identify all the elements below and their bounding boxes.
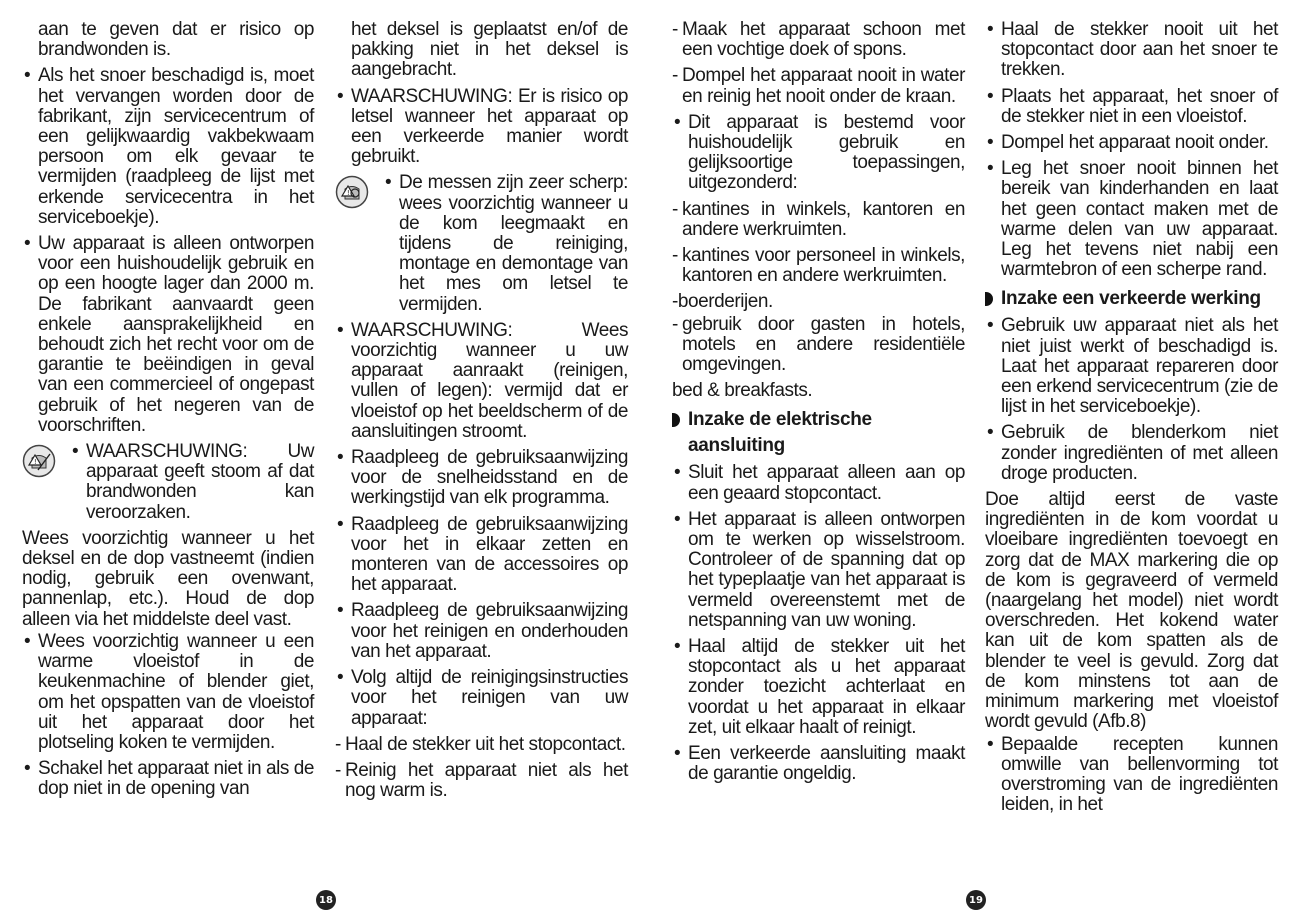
steam-warning <box>22 442 314 523</box>
bullet-item: • Plaats het apparaat, het snoer of de stekker niet in een vloeistof. <box>985 87 1278 127</box>
column-3 <box>672 20 965 791</box>
page-number-left: 18 <box>316 890 336 910</box>
bullet-item: • Schakel het apparaat niet in als de dop niet in de opening van <box>22 759 314 799</box>
dash-item: - Maak het apparaat schoon met een vochtige doek of spons. <box>672 20 965 60</box>
blade-warning <box>335 173 628 314</box>
blade-warning-icon <box>335 175 369 209</box>
heading-text: Inzake de elektrische aansluiting <box>688 409 872 457</box>
bullet-item: • Haal de stekker nooit uit het stopcontact door aan het snoer te trekken. <box>985 20 1278 81</box>
section-heading-electrical <box>672 407 965 459</box>
section-heading-malfunction <box>985 286 1278 312</box>
bullet-item: • Gebruik uw apparaat niet als het niet juist werkt of beschadigd is. Laat het apparaat repareren door een erkend servicecentrum (zie de lijst in het serviceboekje). <box>985 316 1278 417</box>
page-number-right: 19 <box>966 890 986 910</box>
bullet-item: • Raadpleeg de gebruiksaanwijzing voor de snelheidsstand en de werkingstijd van elk programma. <box>335 448 628 509</box>
bullet-item: • Raadpleeg de gebruiksaanwijzing voor het reinigen en onderhouden van het apparaat. <box>335 601 628 662</box>
bullet-item: • WAARSCHUWING: Uw apparaat geeft stoom af dat brandwonden kan veroorzaken. <box>70 442 314 523</box>
bullet-item: • WAARSCHUWING: Wees voorzichtig wanneer u uw apparaat aanraakt (reinigen, vullen of legen): vermijd dat er vloeistof op het beeldscherm of de aansluitingen stroomt. <box>335 321 628 442</box>
paragraph: Doe altijd eerst de vaste ingrediënten in de kom voordat u vloeibare ingrediënten toevoegt en zorg dat de MAX markering die op de kom is gegraveerd of vermeld (naargelang het model) niet wordt overschreden. Het kokend water kan uit de kom spatten als de blender te veel is gevuld. Zorg dat de kom minstens tot aan de minimum markering met vloeistof wordt gevuld (Afb.8) <box>985 489 1278 733</box>
dash-item: - kantines in winkels, kantoren en andere werkruimten. <box>672 200 965 240</box>
bullet-item: • De messen zijn zeer scherp: wees voorzichtig wanneer u de kom leegmaakt en tijdens de reiniging, montage en demontage van het mes om letsel te vermijden. <box>383 173 628 314</box>
dash-item: - kantines voor personeel in winkels, kantoren en andere werkruimten. <box>672 246 965 286</box>
bullet-item: • WAARSCHUWING: Er is risico op letsel wanneer het apparaat op een verkeerde manier wordt gebruikt. <box>335 87 628 168</box>
svg-text:!: ! <box>33 458 37 467</box>
heading-text: Inzake een verkeerde werking <box>1001 288 1261 310</box>
column-4 <box>985 20 1278 821</box>
bullet-item: • Dit apparaat is bestemd voor huishoudelijk gebruik en gelijksoortige toepassingen, uitgezonderd: <box>672 113 965 194</box>
paragraph: -boerderijen. <box>672 291 773 313</box>
svg-text:!: ! <box>346 189 350 198</box>
paragraph: het deksel is geplaatst en/of de pakking niet in het deksel is aangebracht. <box>351 19 628 81</box>
dash-item: - Reinig het apparaat niet als het nog warm is. <box>335 761 628 801</box>
bullet-item: • Haal altijd de stekker uit het stopcontact als u het apparaat zonder toezicht achterlaat en voordat u het apparaat in elkaar zet, uit elkaar haalt of reinigt. <box>672 637 965 738</box>
bullet-item: • Dompel het apparaat nooit onder. <box>985 133 1278 153</box>
dash-item: - Haal de stekker uit het stopcontact. <box>335 735 628 755</box>
heading-marker-icon <box>672 413 680 427</box>
bullet-item: • Gebruik de blenderkom niet zonder ingrediënten of met alleen droge producten. <box>985 423 1278 484</box>
bullet-item: • Wees voorzichtig wanneer u een warme vloeistof in de keukenmachine of blender giet, om het opspatten van de vloeistof uit het apparaat door het plotseling koken te vermijden. <box>22 632 314 753</box>
bullet-item: • Het apparaat is alleen ontworpen om te werken op wisselstroom. Controleer of de spanning dat op het typeplaatje van het apparaat is vermeld overeenstemt met de netspanning van uw woning. <box>672 510 965 631</box>
bullet-item: • Een verkeerde aansluiting maakt de garantie ongeldig. <box>672 744 965 784</box>
steam-warning-icon <box>22 444 56 478</box>
bullet-item: • Volg altijd de reinigingsinstructies voor het reinigen van uw apparaat: <box>335 668 628 729</box>
bullet-item: • Raadpleeg de gebruiksaanwijzing voor het in elkaar zetten en monteren van de accessoires op het apparaat. <box>335 515 628 596</box>
paragraph: Wees voorzichtig wanneer u het deksel en de dop vastneemt (indien nodig, gebruik een ovenwant, pannenlap, etc.). Houd de dop alleen via het middelste deel vast. <box>22 527 314 630</box>
bullet-item: • Bepaalde recepten kunnen omwille van bellenvorming tot overstroming van de ingrediënten leiden, in het <box>985 735 1278 816</box>
paragraph: bed & breakfasts. <box>672 380 813 402</box>
dash-item: - Dompel het apparaat nooit in water en reinig het nooit onder de kraan. <box>672 66 965 106</box>
dash-item: - gebruik door gasten in hotels, motels en andere residentiële omgevingen. <box>672 315 965 376</box>
column-1 <box>22 20 314 806</box>
bullet-item: • Leg het snoer nooit binnen het bereik van kinderhanden en laat het geen contact maken met de warme delen van uw apparaat. Leg het tevens niet nabij een warmtebron of een scherpe rand. <box>985 159 1278 280</box>
bullet-item: • Sluit het apparaat alleen aan op een geaard stopcontact. <box>672 463 965 503</box>
bullet-item: • Als het snoer beschadigd is, moet het vervangen worden door de fabrikant, zijn servicecentrum of een gelijkwaardig vakbekwaam persoon om elk gevaar te vermijden (raadpleeg de lijst met erkende servicecentra in het serviceboekje). <box>22 66 314 228</box>
paragraph: aan te geven dat er risico op brandwonden is. <box>38 19 314 61</box>
column-2 <box>335 20 628 807</box>
heading-marker-icon <box>985 292 993 306</box>
bullet-item: • Uw apparaat is alleen ontworpen voor een huishoudelijk gebruik en op een hoogte lager dan 2000 m. De fabrikant aanvaardt geen enkele aansprakelijkheid en behoudt zich het recht voor om de garantie te beëindigen in geval van een commercieel of ongepast gebruik of het negeren van de voorschriften. <box>22 234 314 436</box>
